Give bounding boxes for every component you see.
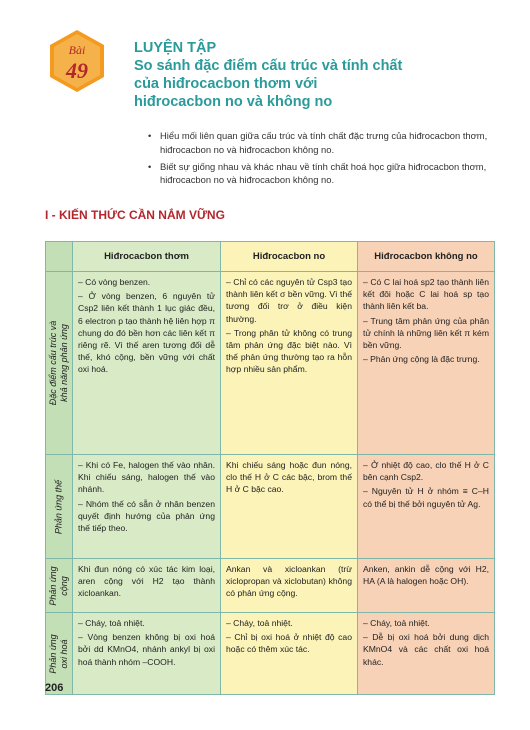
cell-text: – Nguyên tử H ở nhóm ≡ C–H có thể bị thế bởi nguyên tử Ag.: [363, 486, 489, 509]
cell-saturated: [221, 455, 358, 559]
cell-text: – Trong phân tử không có trung tâm phản ứng đặc biệt nào. Vì thế phản ứng thường tạo ra hỗn hợp nhiều sản phẩm.: [226, 327, 352, 375]
cell-text: – Ở vòng benzen, 6 nguyên tử Csp2 liên kết thành 1 lục giác đều, 6 electron p tạo thành hệ liên hợp π chung do đó bền hơn các liên kết π riêng rẽ. Vì thế aren tương đối dễ thế, khó cộng, bền vững với chất oxi hoá.: [78, 291, 215, 375]
objective-item: • Biết sự giống nhau và khác nhau về tính chất hoá học giữa hiđrocacbon thơm, hiđrocacbon no và hiđrocacbon không no.: [148, 160, 498, 188]
cell-text: Ankan và xicloankan (trừ xiclopropan và xiclobutan) không có phản ứng cộng.: [226, 564, 352, 599]
cell-text: – Chỉ bị oxi hoá ở nhiệt độ cao hoặc có thêm xúc tác.: [226, 632, 352, 655]
row-label-line: khả năng phản ứng: [59, 324, 69, 402]
row-label-line: Đặc điểm cấu trúc và: [48, 320, 58, 406]
cell-text: – Nhóm thế có sẵn ở nhân benzen quyết định hướng của phản ứng thế tiếp theo.: [78, 498, 215, 534]
page-title: [134, 39, 494, 111]
page-number: 206: [45, 682, 64, 694]
lesson-number: 49: [66, 58, 88, 83]
cell-unsaturated: [358, 613, 495, 695]
cell-aromatic: [73, 455, 221, 559]
lesson-label: Bài: [68, 43, 86, 57]
row-label-line: oxi hoá: [59, 638, 69, 669]
table-row: [46, 455, 495, 559]
cell-aromatic: [73, 272, 221, 455]
objective-item: • Hiểu mối liên quan giữa cấu trúc và tính chất đặc trưng của hiđrocacbon thơm, hiđrocacbon no và hiđrocacbon không no.: [148, 129, 498, 157]
row-label-line: Phản ứng: [48, 565, 58, 606]
cell-text: – Dễ bị oxi hoá bởi dung dịch KMnO4 và các chất oxi hoá khác.: [363, 632, 489, 667]
table-row: [46, 272, 495, 455]
cell-text: Anken, ankin dễ cộng với H2, HA (A là halogen hoặc OH).: [363, 564, 489, 587]
title-line-3: của hiđrocacbon thơm với: [134, 76, 318, 92]
cell-text: – Vòng benzen không bị oxi hoá bởi dd KMnO4, nhánh ankyl bị oxi hoá thành nhóm –COOH.: [78, 632, 215, 667]
row-label: [46, 559, 73, 613]
cell-saturated: [221, 559, 358, 613]
cell-text: – Có C lai hoá sp2 tạo thành liên kết đôi hoặc C lai hoá sp tạo thành liên kết ba.: [363, 277, 489, 312]
row-label: [46, 272, 73, 455]
row-label-line: Phản ứng thế: [53, 479, 64, 534]
header-unsaturated: Hiđrocacbon không no: [358, 242, 495, 272]
comparison-table: [45, 241, 495, 695]
cell-text: Khi đun nóng có xúc tác kim loại, aren cộng với H2 tạo thành xicloankan.: [78, 564, 215, 599]
cell-aromatic: [73, 613, 221, 695]
cell-text: – Khi có Fe, halogen thế vào nhân. Khi chiếu sáng, halogen thế vào nhánh.: [78, 460, 215, 495]
cell-text: – Phản ứng cộng là đặc trưng.: [363, 354, 480, 365]
title-line-4: hiđrocacbon no và không no: [134, 94, 333, 110]
objectives-list: [148, 129, 498, 190]
cell-unsaturated: [358, 559, 495, 613]
header-corner: [46, 242, 73, 272]
cell-aromatic: [73, 559, 221, 613]
cell-saturated: [221, 272, 358, 455]
cell-unsaturated: [358, 272, 495, 455]
row-label: [46, 455, 73, 559]
header-aromatic: Hiđrocacbon thơm: [73, 242, 221, 272]
table-row: [46, 559, 495, 613]
row-label-line: cộng: [59, 575, 69, 596]
cell-text: – Cháy, toả nhiệt.: [78, 618, 145, 628]
cell-text: – Trung tâm phản ứng của phân tử chính là những liên kết π kém bền vững.: [363, 315, 489, 351]
title-line-2: So sánh đặc điểm cấu trúc và tính chất: [134, 58, 403, 74]
cell-text: Khi chiếu sáng hoặc đun nóng, clo thế H ở C các bậc, brom thế H ở C bậc cao.: [226, 460, 352, 495]
header-saturated: Hiđrocacbon no: [221, 242, 358, 272]
cell-unsaturated: [358, 455, 495, 559]
cell-text: – Chỉ có các nguyên tử Csp3 tạo thành liên kết σ bền vững. Vì thế tương đối trơ ở điều kiện thường.: [226, 277, 352, 324]
cell-text: – Ở nhiệt độ cao, clo thế H ở C bên cạnh Csp2.: [363, 460, 489, 483]
cell-saturated: [221, 613, 358, 695]
row-label-line: Phản ứng: [48, 633, 58, 674]
lesson-badge: [47, 28, 107, 94]
cell-text: – Cháy, toả nhiệt.: [363, 618, 430, 628]
cell-text: – Cháy, toả nhiệt.: [226, 618, 293, 628]
table-header-row: [46, 242, 495, 272]
title-line-1: LUYỆN TẬP: [134, 40, 217, 56]
table-row: [46, 613, 495, 695]
section-title: I - KIẾN THỨC CẦN NẮM VỮNG: [45, 208, 225, 222]
cell-text: – Có vòng benzen.: [78, 277, 151, 287]
